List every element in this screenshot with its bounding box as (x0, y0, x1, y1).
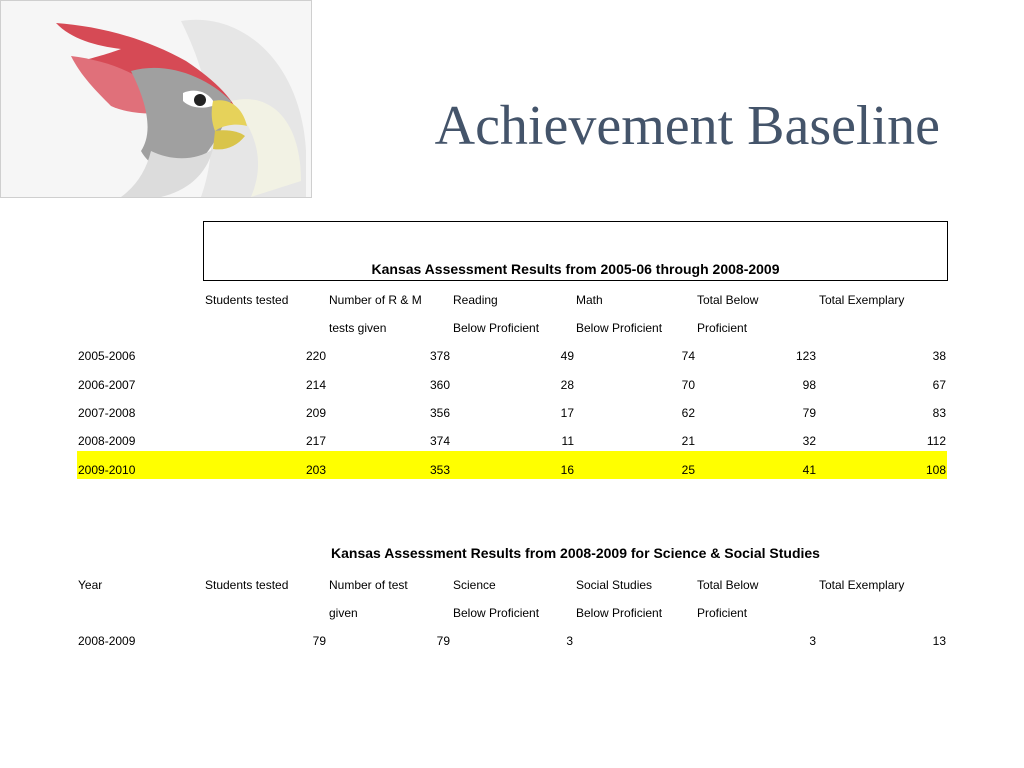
table1-header: Proficient (697, 321, 748, 335)
table1-cell: 378 (429, 349, 450, 363)
table2-header: Total Below (697, 578, 759, 592)
table2-cell: 13 (932, 634, 946, 648)
table2-header: Number of test (329, 578, 408, 592)
slide-title: Achievement Baseline (434, 95, 940, 157)
table1-cell: 2008-2009 (78, 434, 136, 448)
table1-cell: 70 (681, 378, 695, 392)
table1-header: Total Below (697, 293, 759, 307)
table1-header: Below Proficient (576, 321, 663, 335)
table1-cell: 2009-2010 (78, 463, 136, 477)
table2-header: Total Exemplary (819, 578, 905, 592)
table1-cell: 108 (925, 463, 946, 477)
table1-cell: 214 (305, 378, 326, 392)
table1-cell: 374 (429, 434, 450, 448)
table1-cell: 17 (560, 406, 574, 420)
table1-cell: 360 (429, 378, 450, 392)
table2-header: Students tested (205, 578, 289, 592)
table1-cell: 21 (681, 434, 695, 448)
table2-cell: 3 (566, 634, 573, 648)
table1-cell: 32 (802, 434, 816, 448)
cardinal-logo (0, 0, 312, 198)
table2-cell: 79 (312, 634, 326, 648)
table1-cell: 49 (560, 349, 574, 363)
table1-header: Number of R & M (329, 293, 422, 307)
table2-header: Social Studies (576, 578, 653, 592)
table1-cell: 2005-2006 (78, 349, 136, 363)
table2-header: Below Proficient (576, 606, 663, 620)
table2-cell (576, 627, 695, 655)
table1-cell: 2006-2007 (78, 378, 136, 392)
table1-title: Kansas Assessment Results from 2005-06 through 2008-2009 (371, 261, 780, 277)
table2-header: Year (78, 578, 103, 592)
table1-cell: 28 (560, 378, 574, 392)
table1-cell: 41 (802, 463, 816, 477)
table1-header: Reading (453, 293, 498, 307)
table1-cell: 209 (305, 406, 326, 420)
table1-cell: 79 (802, 406, 816, 420)
table1-cell: 356 (429, 406, 450, 420)
table2-header: Proficient (697, 606, 748, 620)
cardinal-icon (1, 1, 311, 197)
table1-cell: 16 (560, 463, 574, 477)
table2-header: Science (453, 578, 496, 592)
table1-header: Math (576, 293, 603, 307)
table1-cell: 74 (681, 349, 695, 363)
table1-cell: 2007-2008 (78, 406, 136, 420)
table2-cell: 2008-2009 (78, 634, 136, 648)
table2-cell: 79 (436, 634, 450, 648)
table1-header: Total Exemplary (819, 293, 905, 307)
table2-header: Below Proficient (453, 606, 540, 620)
table2-title: Kansas Assessment Results from 2008-2009 for Science & Social Studies (331, 545, 820, 561)
table1-header: tests given (329, 321, 387, 335)
table1-cell: 38 (932, 349, 946, 363)
table1-cell: 203 (305, 463, 326, 477)
table1-cell: 98 (802, 378, 816, 392)
table1-cell: 353 (429, 463, 450, 477)
table1-cell: 67 (932, 378, 946, 392)
table2-header: given (329, 606, 358, 620)
table1-cell: 112 (926, 434, 946, 448)
table1-cell: 217 (305, 434, 326, 448)
table1-cell: 62 (681, 406, 695, 420)
table1-header: Below Proficient (453, 321, 540, 335)
table1-header: Students tested (205, 293, 289, 307)
table2-cell: 3 (809, 634, 816, 648)
table1-cell: 83 (932, 406, 946, 420)
table1-cell: 11 (561, 434, 574, 448)
table1-cell: 123 (795, 349, 816, 363)
table1-cell: 220 (305, 349, 326, 363)
table1-cell: 25 (681, 463, 695, 477)
